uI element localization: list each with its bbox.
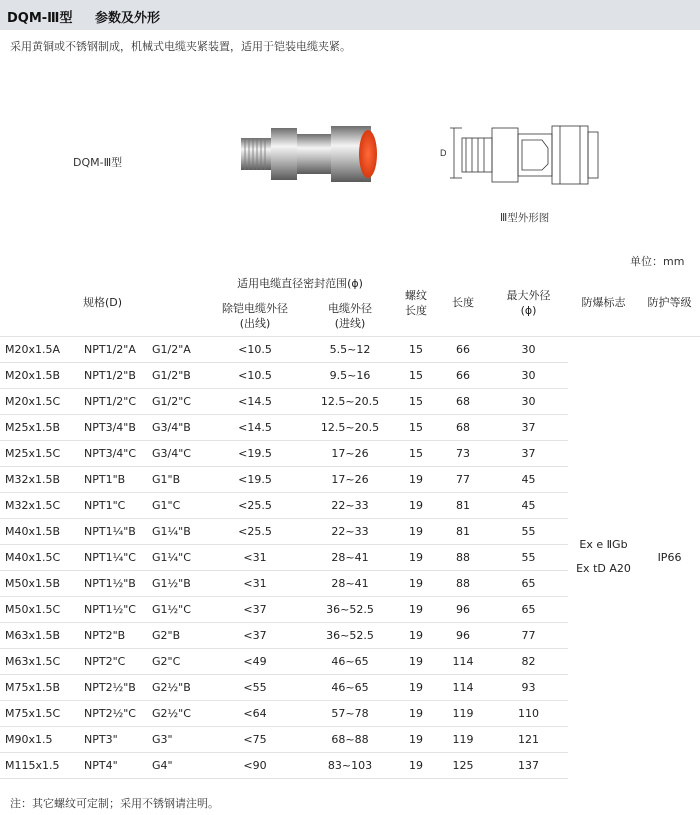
cell-spec-g: G1¼"C bbox=[148, 544, 205, 570]
cell-spec-npt: NPT1/2"C bbox=[76, 388, 148, 414]
cell-length: 114 bbox=[437, 674, 489, 700]
dimension-label: D bbox=[440, 148, 447, 158]
cell-inner-diameter: <10.5 bbox=[205, 336, 305, 362]
cell-thread-length: 19 bbox=[395, 648, 437, 674]
cell-outer-diameter: 17~26 bbox=[305, 466, 395, 492]
cell-inner-diameter: <14.5 bbox=[205, 414, 305, 440]
cell-spec-g: G2"B bbox=[148, 622, 205, 648]
ex-mark-line: Ex tD A20 bbox=[576, 562, 631, 576]
cell-spec-g: G3/4"C bbox=[148, 440, 205, 466]
cell-max-od: 37 bbox=[489, 440, 568, 466]
spec-table bbox=[0, 270, 700, 779]
cell-inner-diameter: <31 bbox=[205, 544, 305, 570]
header-thread-line1: 螺纹 bbox=[405, 288, 427, 302]
cell-thread-length: 19 bbox=[395, 570, 437, 596]
product-label: DQM-Ⅲ型 bbox=[73, 156, 123, 169]
cell-inner-diameter: <90 bbox=[205, 752, 305, 778]
cell-outer-diameter: 83~103 bbox=[305, 752, 395, 778]
cell-length: 66 bbox=[437, 362, 489, 388]
cell-outer-diameter: 12.5~20.5 bbox=[305, 414, 395, 440]
cell-length: 68 bbox=[437, 388, 489, 414]
cell-thread-length: 19 bbox=[395, 492, 437, 518]
cell-inner-diameter: <10.5 bbox=[205, 362, 305, 388]
cell-spec-metric: M63x1.5B bbox=[0, 622, 76, 648]
cell-spec-metric: M25x1.5B bbox=[0, 414, 76, 440]
cell-spec-npt: NPT1½"C bbox=[76, 596, 148, 622]
cell-inner-diameter: <37 bbox=[205, 596, 305, 622]
cell-spec-g: G1/2"A bbox=[148, 336, 205, 362]
cell-inner-diameter: <19.5 bbox=[205, 466, 305, 492]
cell-length: 88 bbox=[437, 570, 489, 596]
cell-length: 81 bbox=[437, 518, 489, 544]
header-thread bbox=[395, 270, 437, 336]
spec-table-body bbox=[0, 336, 700, 778]
cell-spec-metric: M20x1.5B bbox=[0, 362, 76, 388]
cell-spec-g: G1½"B bbox=[148, 570, 205, 596]
cell-spec-g: G2½"C bbox=[148, 700, 205, 726]
cell-inner-diameter: <64 bbox=[205, 700, 305, 726]
cell-length: 88 bbox=[437, 544, 489, 570]
cell-spec-g: G4" bbox=[148, 752, 205, 778]
cell-spec-metric: M20x1.5C bbox=[0, 388, 76, 414]
header-outer-line2: (进线) bbox=[334, 316, 366, 330]
cell-outer-diameter: 46~65 bbox=[305, 648, 395, 674]
unit-label: 单位：mm bbox=[630, 255, 685, 268]
cell-thread-length: 15 bbox=[395, 336, 437, 362]
cell-outer-diameter: 68~88 bbox=[305, 726, 395, 752]
header-inner bbox=[205, 296, 305, 336]
cell-inner-diameter: <75 bbox=[205, 726, 305, 752]
cell-max-od: 137 bbox=[489, 752, 568, 778]
footnote: 注：其它螺纹可定制；采用不锈钢请注明。 bbox=[10, 797, 219, 810]
cell-inner-diameter: <25.5 bbox=[205, 492, 305, 518]
cell-max-od: 82 bbox=[489, 648, 568, 674]
cell-length: 114 bbox=[437, 648, 489, 674]
model-title: DQM-Ⅲ型 bbox=[7, 11, 73, 26]
cell-spec-g: G3" bbox=[148, 726, 205, 752]
cell-spec-npt: NPT2"C bbox=[76, 648, 148, 674]
product-description: 采用黄铜或不锈钢制成，机械式电缆夹紧装置，适用于铠装电缆夹紧。 bbox=[10, 40, 351, 53]
outline-drawing bbox=[432, 120, 622, 188]
cell-outer-diameter: 28~41 bbox=[305, 544, 395, 570]
cell-length: 81 bbox=[437, 492, 489, 518]
cell-length: 68 bbox=[437, 414, 489, 440]
cell-spec-npt: NPT3" bbox=[76, 726, 148, 752]
cell-outer-diameter: 22~33 bbox=[305, 518, 395, 544]
header-thread-line2: 长度 bbox=[405, 303, 427, 317]
cell-spec-g: G1"C bbox=[148, 492, 205, 518]
cell-thread-length: 19 bbox=[395, 596, 437, 622]
cell-outer-diameter: 46~65 bbox=[305, 674, 395, 700]
cell-spec-npt: NPT4" bbox=[76, 752, 148, 778]
cell-length: 119 bbox=[437, 700, 489, 726]
cell-spec-npt: NPT1½"B bbox=[76, 570, 148, 596]
cell-spec-npt: NPT1/2"B bbox=[76, 362, 148, 388]
cell-max-od: 55 bbox=[489, 518, 568, 544]
cell-spec-metric: M90x1.5 bbox=[0, 726, 76, 752]
cell-spec-npt: NPT3/4"B bbox=[76, 414, 148, 440]
cell-spec-g: G2½"B bbox=[148, 674, 205, 700]
drawing-caption: Ⅲ型外形图 bbox=[500, 212, 550, 224]
cell-spec-metric: M40x1.5C bbox=[0, 544, 76, 570]
cell-thread-length: 19 bbox=[395, 622, 437, 648]
cell-spec-npt: NPT1"C bbox=[76, 492, 148, 518]
cell-max-od: 65 bbox=[489, 570, 568, 596]
cell-thread-length: 19 bbox=[395, 726, 437, 752]
cell-thread-length: 19 bbox=[395, 518, 437, 544]
section-header bbox=[0, 0, 700, 30]
cell-outer-diameter: 12.5~20.5 bbox=[305, 388, 395, 414]
cell-thread-length: 19 bbox=[395, 752, 437, 778]
cell-spec-metric: M50x1.5C bbox=[0, 596, 76, 622]
cell-max-od: 30 bbox=[489, 362, 568, 388]
header-spec: 规格(D) bbox=[82, 296, 123, 310]
cell-max-od: 55 bbox=[489, 544, 568, 570]
cell-spec-npt: NPT1¼"C bbox=[76, 544, 148, 570]
cell-length: 96 bbox=[437, 622, 489, 648]
product-photo bbox=[238, 118, 388, 188]
cell-spec-metric: M63x1.5C bbox=[0, 648, 76, 674]
cell-inner-diameter: <14.5 bbox=[205, 388, 305, 414]
cell-spec-metric: M50x1.5B bbox=[0, 570, 76, 596]
cell-outer-diameter: 5.5~12 bbox=[305, 336, 395, 362]
cell-spec-metric: M32x1.5C bbox=[0, 492, 76, 518]
cell-spec-metric: M20x1.5A bbox=[0, 336, 76, 362]
header-max-od-line2: (ϕ) bbox=[520, 303, 537, 317]
cell-length: 119 bbox=[437, 726, 489, 752]
cell-spec-g: G1"B bbox=[148, 466, 205, 492]
cell-spec-npt: NPT1¼"B bbox=[76, 518, 148, 544]
cell-spec-g: G3/4"B bbox=[148, 414, 205, 440]
cell-outer-diameter: 17~26 bbox=[305, 440, 395, 466]
header-max-od bbox=[489, 270, 568, 336]
cell-spec-metric: M25x1.5C bbox=[0, 440, 76, 466]
cell-thread-length: 19 bbox=[395, 674, 437, 700]
cell-max-od: 45 bbox=[489, 466, 568, 492]
cell-outer-diameter: 9.5~16 bbox=[305, 362, 395, 388]
cell-length: 77 bbox=[437, 466, 489, 492]
cell-max-od: 30 bbox=[489, 336, 568, 362]
cell-spec-npt: NPT2"B bbox=[76, 622, 148, 648]
cell-spec-metric: M75x1.5C bbox=[0, 700, 76, 726]
cell-spec-npt: NPT2½"C bbox=[76, 700, 148, 726]
header-ip: 防护等级 bbox=[647, 296, 692, 310]
cell-length: 96 bbox=[437, 596, 489, 622]
cell-inner-diameter: <19.5 bbox=[205, 440, 305, 466]
cell-thread-length: 15 bbox=[395, 440, 437, 466]
cell-max-od: 110 bbox=[489, 700, 568, 726]
cell-spec-metric: M40x1.5B bbox=[0, 518, 76, 544]
header-outer bbox=[305, 296, 395, 336]
cell-length: 66 bbox=[437, 336, 489, 362]
cell-inner-diameter: <25.5 bbox=[205, 518, 305, 544]
cell-spec-g: G1/2"B bbox=[148, 362, 205, 388]
cell-ip: IP66 bbox=[639, 336, 700, 778]
cell-spec-npt: NPT1"B bbox=[76, 466, 148, 492]
header-range-group: 适用电缆直径密封范围(ϕ) bbox=[237, 276, 363, 290]
cell-spec-metric: M115x1.5 bbox=[0, 752, 76, 778]
cell-max-od: 93 bbox=[489, 674, 568, 700]
header-length: 长度 bbox=[452, 296, 474, 310]
header-ex-mark: 防爆标志 bbox=[581, 296, 626, 310]
cell-thread-length: 19 bbox=[395, 466, 437, 492]
cell-spec-g: G1¼"B bbox=[148, 518, 205, 544]
cell-inner-diameter: <37 bbox=[205, 622, 305, 648]
cell-thread-length: 19 bbox=[395, 700, 437, 726]
cell-spec-g: G2"C bbox=[148, 648, 205, 674]
cell-spec-npt: NPT2½"B bbox=[76, 674, 148, 700]
cell-spec-npt: NPT1/2"A bbox=[76, 336, 148, 362]
cell-max-od: 30 bbox=[489, 388, 568, 414]
cell-spec-metric: M32x1.5B bbox=[0, 466, 76, 492]
table-row bbox=[0, 336, 700, 362]
cell-max-od: 121 bbox=[489, 726, 568, 752]
cell-spec-metric: M75x1.5B bbox=[0, 674, 76, 700]
cell-length: 73 bbox=[437, 440, 489, 466]
ex-mark-line: Ex e ⅡGb bbox=[579, 538, 628, 552]
cell-outer-diameter: 28~41 bbox=[305, 570, 395, 596]
cell-ex-mark bbox=[568, 336, 639, 778]
section-subtitle: 参数及外形 bbox=[95, 11, 161, 26]
cell-outer-diameter: 36~52.5 bbox=[305, 622, 395, 648]
header-inner-line2: (出线) bbox=[239, 316, 271, 330]
cell-length: 125 bbox=[437, 752, 489, 778]
header-outer-line1: 电缆外径 bbox=[328, 301, 372, 315]
cell-spec-g: G1/2"C bbox=[148, 388, 205, 414]
cell-inner-diameter: <31 bbox=[205, 570, 305, 596]
cell-spec-npt: NPT3/4"C bbox=[76, 440, 148, 466]
header-max-od-line1: 最大外径 bbox=[506, 288, 551, 302]
cell-max-od: 45 bbox=[489, 492, 568, 518]
cell-outer-diameter: 36~52.5 bbox=[305, 596, 395, 622]
cell-thread-length: 19 bbox=[395, 544, 437, 570]
cell-thread-length: 15 bbox=[395, 388, 437, 414]
cell-max-od: 65 bbox=[489, 596, 568, 622]
header-inner-line1: 除铠电缆外径 bbox=[222, 301, 288, 315]
cell-max-od: 77 bbox=[489, 622, 568, 648]
cell-spec-g: G1½"C bbox=[148, 596, 205, 622]
cell-thread-length: 15 bbox=[395, 414, 437, 440]
cell-outer-diameter: 22~33 bbox=[305, 492, 395, 518]
cell-inner-diameter: <55 bbox=[205, 674, 305, 700]
cell-max-od: 37 bbox=[489, 414, 568, 440]
cell-inner-diameter: <49 bbox=[205, 648, 305, 674]
cell-thread-length: 15 bbox=[395, 362, 437, 388]
cell-outer-diameter: 57~78 bbox=[305, 700, 395, 726]
